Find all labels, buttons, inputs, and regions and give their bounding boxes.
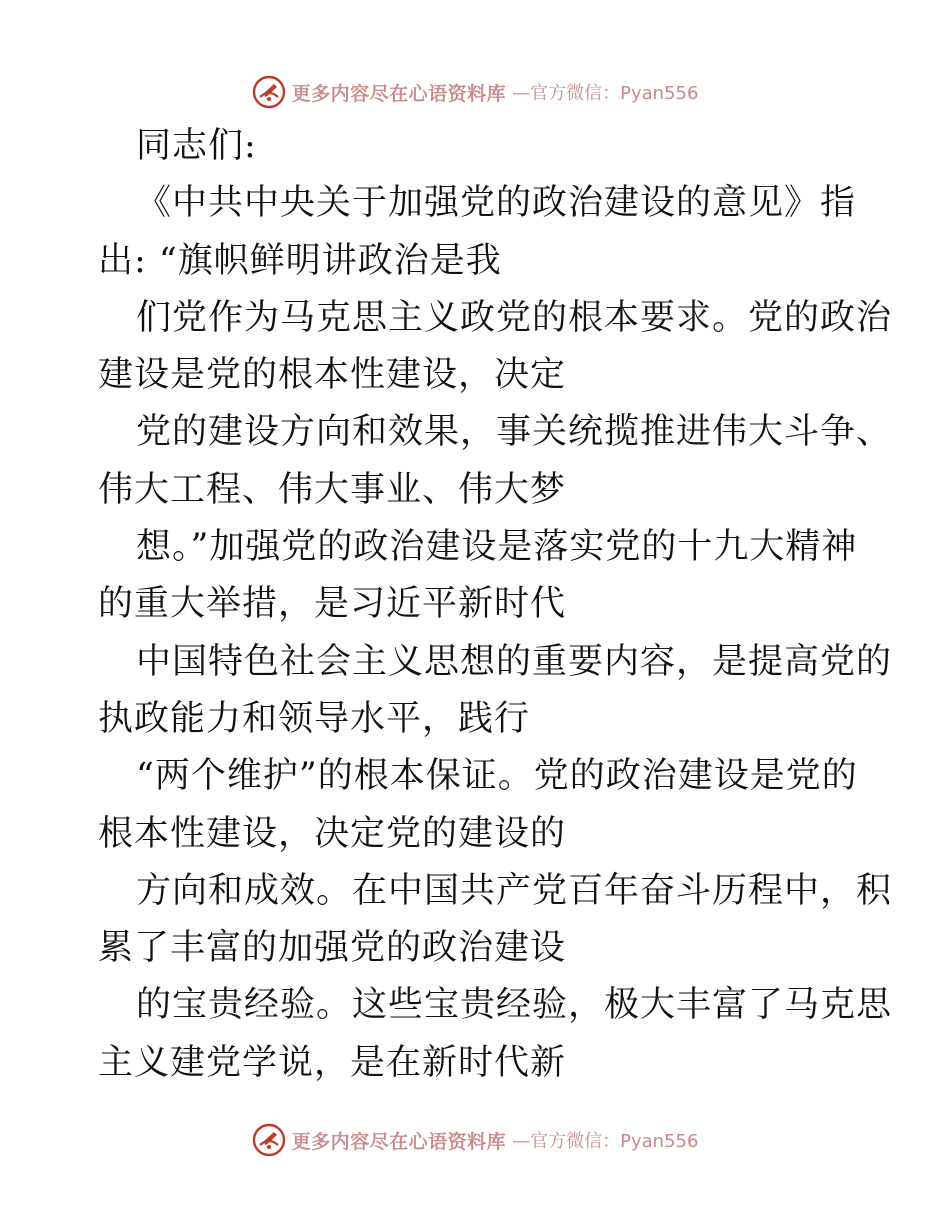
text-line: 的重大举措，是习近平新时代 bbox=[98, 584, 567, 625]
text-line: 累了丰富的加强党的政治建设 bbox=[98, 928, 567, 969]
text-line: 想。”加强党的政治建设是落实党的十九大精神 bbox=[136, 527, 858, 568]
document-body bbox=[98, 118, 893, 1092]
text-line: 建设是党的根本性建设，决定 bbox=[98, 355, 567, 396]
text-line: 伟大工程、伟大事业、伟大梦 bbox=[98, 469, 567, 510]
text-line: 根本性建设，决定党的建设的 bbox=[98, 813, 567, 854]
book-pen-logo-icon bbox=[252, 75, 286, 109]
footer-banner bbox=[0, 1120, 950, 1160]
text-line: 出: “旗帜鲜明讲政治是我 bbox=[98, 240, 502, 281]
text-line: 中国特色社会主义思想的重要内容，是提高党的 bbox=[136, 641, 893, 682]
text-line: 同志们: bbox=[136, 126, 257, 166]
text-line: 主义建党学说，是在新时代新 bbox=[98, 1042, 567, 1083]
banner-main-text: 更多内容尽在心语资料库 bbox=[291, 82, 507, 105]
text-line: 的宝贵经验。这些宝贵经验，极大丰富了马克思 bbox=[136, 985, 893, 1026]
text-line: 们党作为马克思主义政党的根本要求。党的政治 bbox=[136, 297, 893, 338]
text-line: 执政能力和领导水平，践行 bbox=[98, 698, 531, 739]
book-pen-logo-icon bbox=[252, 1123, 286, 1157]
banner-sub-text: —官方微信：Pyan556 bbox=[512, 83, 699, 104]
header-banner bbox=[0, 72, 950, 112]
text-line: 《中共中央关于加强党的政治建设的意见》指 bbox=[136, 183, 857, 224]
text-line: “两个维护”的根本保证。党的政治建设是党的 bbox=[136, 756, 858, 797]
banner-main-text: 更多内容尽在心语资料库 bbox=[291, 1130, 507, 1153]
text-line: 党的建设方向和效果，事关统揽推进伟大斗争、 bbox=[136, 412, 893, 453]
banner-sub-text: —官方微信：Pyan556 bbox=[512, 1131, 699, 1152]
text-line: 方向和成效。在中国共产党百年奋斗历程中，积 bbox=[136, 870, 893, 911]
